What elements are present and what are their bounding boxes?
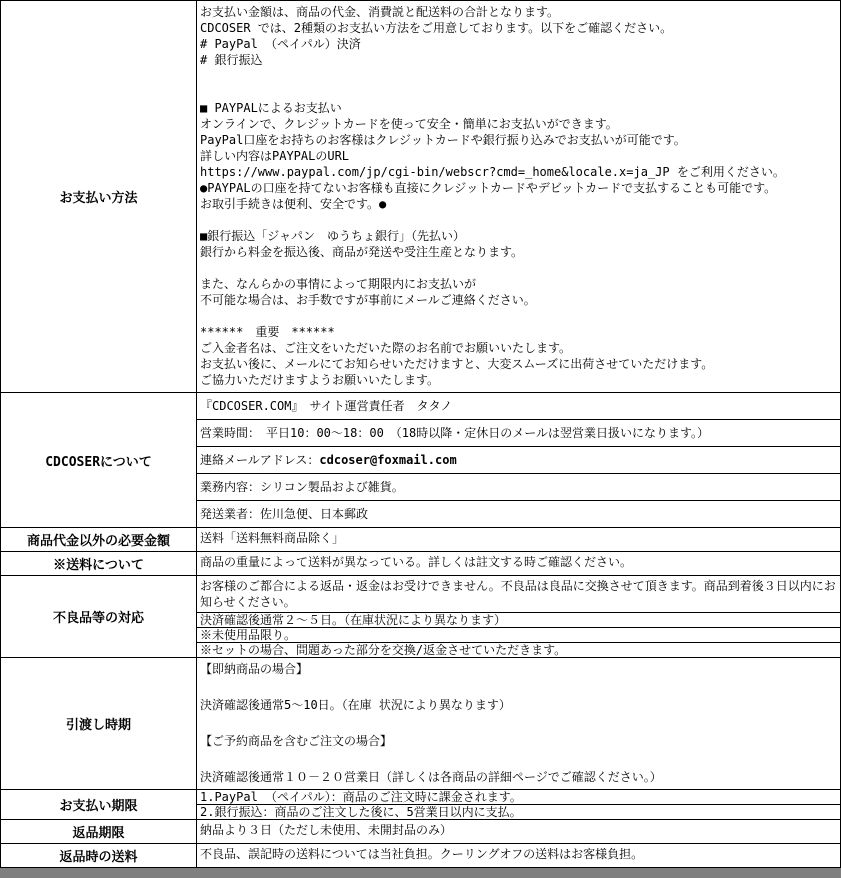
defect-policy-set-note: ※セットの場合、問題あった部分を交換/返金させていただきます。 [197,642,840,657]
text-line: 決済確認後通常１０－２０営業日（詳しくは各商品の詳細ページでご確認ください。） [200,770,662,784]
row-extra-fee [1,528,840,552]
blank-line [197,260,840,276]
defect-policy-content [197,576,840,657]
blank-line [197,212,840,228]
text-line: ●PAYPALの口座を持てないお客様も直接にクレジットカードやデビットカードで支払することも可能です。 [200,181,777,195]
row-payment-deadline [1,790,840,820]
blank-line [197,308,840,324]
row-header-label: お支払い方法 [59,191,138,206]
payment-method-content [197,1,840,392]
defect-policy-processing-time: 決済確認後通常２～５日。（在庫状況により異なります） [197,612,840,627]
return-shipping-content: 不良品、誤記時の送料については当社負担。クーリングオフの送料はお客様負担。 [200,847,644,861]
row-header-payment-deadline [1,790,197,819]
blank-line [197,678,840,696]
row-return-shipping [1,844,840,868]
row-header-label: CDCOSERについて [45,454,152,470]
row-header-label: 返品期限 [72,826,125,841]
return-deadline-content: 納品より３日（ただし未使用、未開封品のみ） [200,823,453,837]
payment-deadline-paypal: 1.PayPal （ペイパル）：商品のご注文時に課金されます。 [200,790,522,804]
text-line: # 銀行振込 [200,53,263,67]
text-line: お支払い後に、メールにてお知らせいただけますと、大変スムーズに出荷させていただけます。 [200,357,714,371]
row-header-payment-method [1,1,197,392]
text-line: 【即納商品の場合】 [200,662,309,676]
row-header-about [1,393,197,527]
payment-deadline-content [197,790,840,819]
row-header-label: 不良品等の対応 [52,611,144,626]
text-line: お支払い金額は、商品の代金、消費説と配送料の合計となります。 [200,5,560,19]
text-line: 詳しい内容はPAYPALのURL [200,149,350,163]
row-header-extra-fee [1,528,197,551]
text-line: 銀行から料金を振込後、商品が発送や受注生産となります。 [200,245,524,259]
text-line: 決済確認後通常5～10日。（在庫 状況により異なります） [200,698,511,712]
extra-fee-content: 送料「送料無料商品除く」 [200,531,345,545]
row-header-label: 商品代金以外の必要金額 [26,534,170,549]
contact-email: cdcoser@foxmail.com [319,453,457,467]
text-line: 【ご予約商品を含むご注文の場合】 [200,734,393,748]
delivery-time-content [197,658,840,789]
paypal-url-text: https://www.paypal.com/jp/cgi-bin/webscr?cmd=_home&locale.x=ja_JP をご利用ください。 [200,165,785,179]
about-site-line: 『CDCOSER.COM』 サイト運営責任者 タタノ [200,399,453,413]
row-header-delivery-time [1,658,197,789]
text-line: PayPal口座をお持ちのお客様はクレジットカードや銀行振り込みでお支払いが可能です。 [200,133,686,147]
row-about [1,393,840,528]
about-email-line [197,446,840,473]
row-header-return-deadline [1,820,197,843]
row-header-label: 返品時の送料 [59,850,138,865]
text-line: ■銀行振込「ジャパン ゆうちょ銀行」（先払い） [200,229,465,243]
text-line: ご入金者名は、ご注文をいただいた際のお名前でお願いいたします。 [200,341,572,355]
row-header-label: 引渡し時期 [65,718,131,733]
row-header-return-shipping [1,844,197,867]
text-line: オンラインで、クレジットカードを使って安全・簡単にお支払いができます。 [200,117,618,131]
bottom-gray-bar [0,868,841,878]
contact-email-label: 連絡メールアドレス： [200,453,320,467]
text-line: ■ PAYPALによるお支払い [200,101,342,115]
about-business-line: 業務内容：シリコン製品および雑貨。 [197,473,840,500]
row-delivery-time [1,658,840,790]
about-hours-line: 営業時間： 平日10：00～18：00 （18時以降・定休日のメールは翌営業日扱いになります。） [197,419,840,446]
defect-policy-main: お客様のご都合による返品・返金はお受けできません。不良品は良品に交換させて頂きます。商品到着後３日以内にお知らせください。 [200,579,836,609]
about-shipper-line: 発送業者：佐川急便、日本郵政 [197,500,840,527]
row-header-defect-policy [1,576,197,657]
blank-line [197,714,840,732]
text-line: お取引手続きは便利、安全です。● [200,197,387,211]
text-line: # PayPal （ペイパル）決済 [200,37,361,51]
blank-line [197,84,840,100]
blank-line [197,68,840,84]
payment-deadline-bank: 2.銀行振込：商品のご注文した後に、5営業日以内に支払。 [197,804,840,819]
row-header-label: お支払い期限 [59,799,138,814]
about-content [197,393,840,527]
blank-line [197,750,840,768]
row-shipping-note [1,552,840,576]
row-defect-policy [1,576,840,658]
text-line: 不可能な場合は、お手数ですが事前にメールご連絡ください。 [200,293,536,307]
row-return-deadline [1,820,840,844]
row-header-shipping-note [1,552,197,575]
defect-policy-unused-note: ※未使用品限り。 [197,627,840,642]
text-line: CDCOSER では、2種類のお支払い方法をご用意しております。以下をご確認ください。 [200,21,673,35]
text-line: ****** 重要 ****** [200,325,335,339]
shipping-note-content: 商品の重量によって送料が異なっている。詳しくは註文する時ご確認ください。 [200,555,633,569]
text-line: ご協力いただけますようお願いいたします。 [200,373,440,387]
row-payment-method [1,1,840,393]
text-line: また、なんらかの事情によって期限内にお支払いが [200,277,477,291]
row-header-label: ※送料について [53,558,144,573]
